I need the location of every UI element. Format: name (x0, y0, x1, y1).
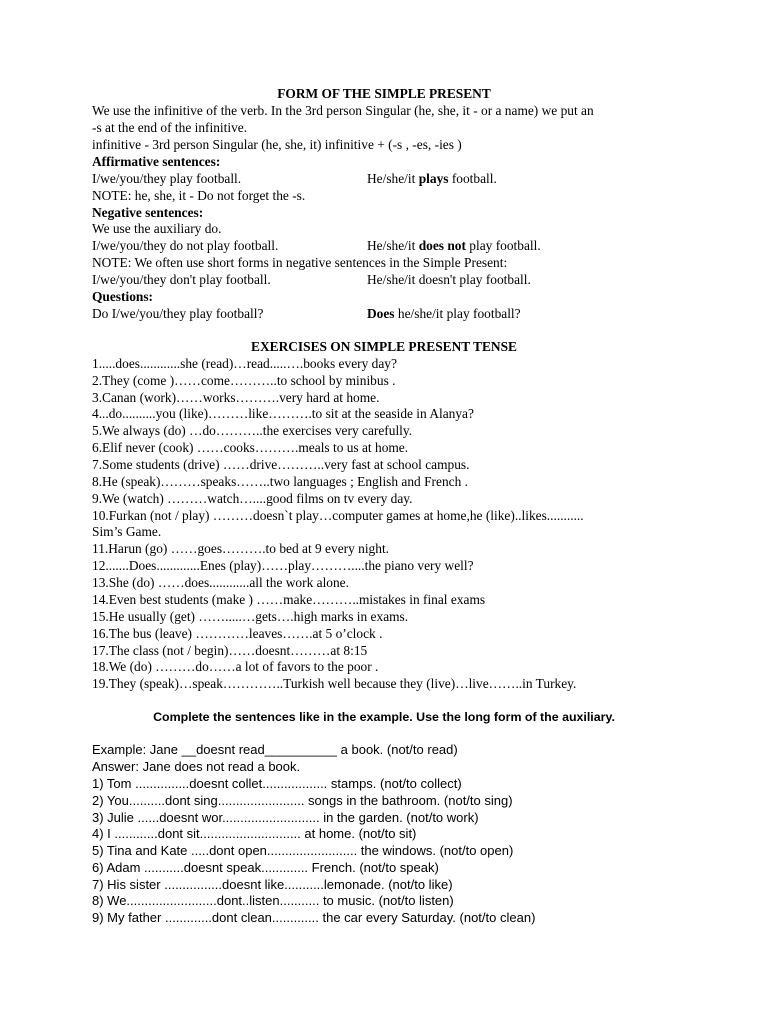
q-right-bold: Does (367, 306, 395, 321)
affirmative-heading: Affirmative sentences: (92, 154, 221, 169)
auxiliary-item: 3) Julie ......doesnt wor........................... in the garden. (not/to work) (92, 810, 479, 825)
auxiliary-item: 4) I ............dont sit............................ at home. (not/to sit) (92, 826, 417, 841)
negative-example-right (367, 238, 541, 255)
aff-right-bold: plays (418, 171, 449, 186)
auxiliary-item: 8) We.........................dont..listen........... to music. (not/to listen) (92, 893, 454, 908)
formula-line: infinitive - 3rd person Singular (he, she, it) infinitive + (-s , -es, -ies ) (92, 137, 462, 152)
affirmative-note: NOTE: he, she, it - Do not forget the -s. (92, 188, 306, 203)
affirmative-example-right (367, 171, 497, 188)
auxiliary-item: 7) His sister ................doesnt like...........lemonade. (not/to like) (92, 877, 453, 892)
exercise-item: 7.Some students (drive) ……drive………..very fast at school campus. (92, 457, 470, 472)
q-right-text: he/she/it play football? (394, 306, 521, 321)
question-example-right (367, 306, 521, 323)
exercise-item: 9.We (watch) ………watch…....good films on tv every day. (92, 491, 413, 506)
exercise-item: 10.Furkan (not / play) ………doesn`t play…computer games at home,he (like)..likes........... (92, 508, 584, 523)
intro-line-2: -s at the end of the infinitive. (92, 120, 248, 135)
exercise-item-continuation: Sim’s Game. (92, 524, 162, 539)
affirmative-example-left: I/we/you/they play football. (92, 171, 242, 186)
auxiliary-example: Example: Jane __doesnt read__________ a book. (not/to read) (92, 742, 458, 757)
exercise-item: 16.The bus (leave) …………leaves…….at 5 o’clock . (92, 626, 383, 641)
exercise-item: 19.They (speak)…speak…………..Turkish well because they (live)…live……..in Turkey. (92, 676, 577, 691)
grammar-title: FORM OF THE SIMPLE PRESENT (277, 86, 491, 101)
auxiliary-item: 6) Adam ...........doesnt speak............. French. (not/to speak) (92, 860, 439, 875)
neg-right-text: He/she/it (367, 238, 419, 253)
exercise-item: 13.She (do) ……does............all the work alone. (92, 575, 349, 590)
intro-line-1: We use the infinitive of the verb. In the 3rd person Singular (he, she, it - or a name) we put an (92, 103, 594, 118)
exercise-item: 6.Elif never (cook) ……cooks……….meals to us at home. (92, 440, 409, 455)
aff-right-text-end: football. (448, 171, 497, 186)
exercises-title: EXERCISES ON SIMPLE PRESENT TENSE (251, 339, 517, 354)
negative-example-left: I/we/you/they do not play football. (92, 238, 279, 253)
exercise-item: 8.He (speak)………speaks……..two languages ; English and French . (92, 474, 468, 489)
auxiliary-instruction: Complete the sentences like in the example. Use the long form of the auxiliary. (153, 710, 615, 724)
exercise-item: 1.....does............she (read)…read.....….books every day? (92, 356, 397, 371)
aff-right-text: He/she/it (367, 171, 419, 186)
short-form-left: I/we/you/they don't play football. (92, 272, 271, 287)
exercise-item: 2.They (come )……come………..to school by minibus . (92, 373, 396, 388)
negative-heading: Negative sentences: (92, 205, 204, 220)
exercise-item: 5.We always (do) …do………..the exercises very carefully. (92, 423, 413, 438)
exercise-item: 18.We (do) ………do……a lot of favors to the poor . (92, 659, 379, 674)
neg-right-bold: does not (418, 238, 466, 253)
negative-aux-line: We use the auxiliary do. (92, 221, 222, 236)
negative-note: NOTE: We often use short forms in negative sentences in the Simple Present: (92, 255, 508, 270)
auxiliary-item: 2) You..........dont sing........................ songs in the bathroom. (not/to sing) (92, 793, 513, 808)
exercise-item: 17.The class (not / begin)……doesnt………at 8:15 (92, 643, 368, 658)
auxiliary-item: 1) Tom ...............doesnt collet.................. stamps. (not/to collect) (92, 776, 462, 791)
short-form-right: He/she/it doesn't play football. (367, 272, 531, 287)
exercise-item: 11.Harun (go) ……goes……….to bed at 9 every night. (92, 541, 390, 556)
questions-heading: Questions: (92, 289, 154, 304)
exercise-item: 4...do..........you (like)………like……….to sit at the seaside in Alanya? (92, 406, 474, 421)
exercise-item: 15.He usually (get) …….....…gets….high marks in exams. (92, 609, 409, 624)
exercise-item: 3.Canan (work)……works……….very hard at home. (92, 390, 380, 405)
auxiliary-item: 9) My father .............dont clean............. the car every Saturday. (not/to clean) (92, 910, 536, 925)
auxiliary-item: 5) Tina and Kate .....dont open......................... the windows. (not/to open) (92, 843, 514, 858)
exercise-item: 12.......Does.............Enes (play)……play………....the piano very well? (92, 558, 474, 573)
question-example-left: Do I/we/you/they play football? (92, 306, 264, 321)
exercise-item: 14.Even best students (make ) ……make………..mistakes in final exams (92, 592, 486, 607)
auxiliary-answer: Answer: Jane does not read a book. (92, 759, 301, 774)
neg-right-text-end: play football. (465, 238, 541, 253)
